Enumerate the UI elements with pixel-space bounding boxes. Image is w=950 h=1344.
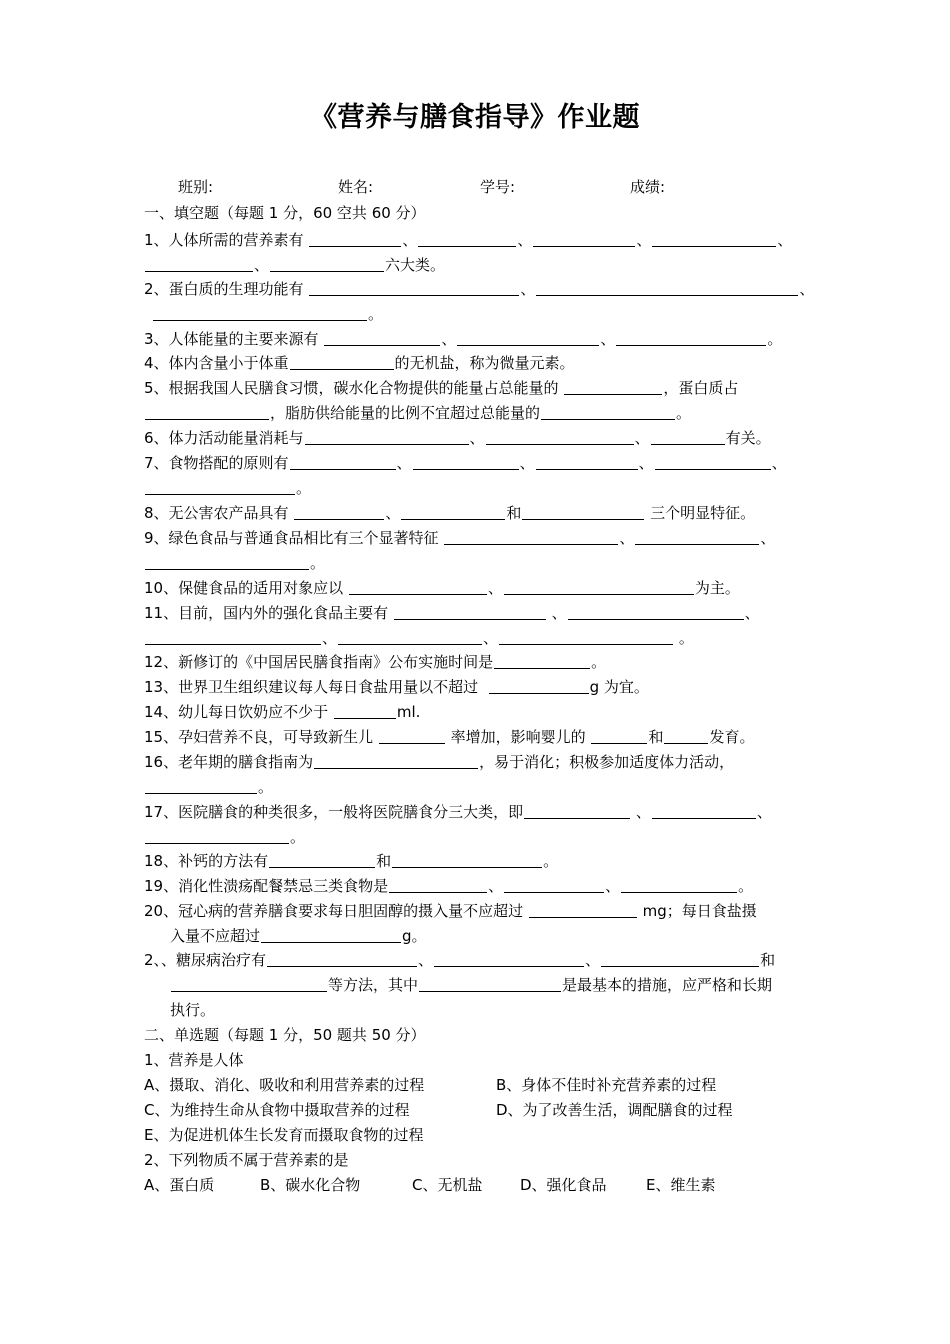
blank[interactable] — [591, 728, 647, 744]
mc-q2-option-e[interactable]: E、维生素 — [646, 1176, 716, 1194]
blank[interactable] — [652, 231, 776, 247]
mc-q1-option-d[interactable]: D、为了改善生活，调配膳食的过程 — [496, 1101, 733, 1119]
blank[interactable] — [413, 454, 519, 470]
question-9-line2: 。 — [144, 553, 325, 573]
blank[interactable] — [489, 678, 589, 694]
blank[interactable] — [145, 554, 309, 570]
student-id-label: 学号: — [480, 178, 516, 196]
blank[interactable] — [309, 280, 519, 296]
blank[interactable] — [504, 877, 604, 893]
question-21-line1: 2、、糖尿病治疗有 、 、 和 — [144, 951, 776, 969]
name-label: 姓名: — [338, 178, 374, 196]
blank[interactable] — [334, 703, 396, 719]
blank[interactable] — [524, 803, 630, 819]
blank[interactable] — [338, 629, 482, 645]
question-20-line1: 20、冠心病的营养膳食要求每日胆固醇的摄入量不应超过 mg；每日食盐摄 — [144, 902, 757, 920]
question-19: 19、消化性溃疡配餐禁忌三类食物是 、 、 。 — [144, 877, 754, 895]
mc-q1-option-b[interactable]: B、身体不佳时补充营养素的过程 — [496, 1076, 717, 1094]
question-21-line2: 等方法，其中 是最基本的措施，应严格和长期 — [170, 975, 772, 995]
question-10: 10、保健食品的适用对象应以 、 为主。 — [144, 579, 740, 597]
blank[interactable] — [145, 828, 289, 844]
question-14: 14、幼儿每日饮奶应不少于 ml. — [144, 703, 421, 721]
section1-heading: 一、填空题（每题 1 分，60 空共 60 分） — [144, 204, 426, 222]
blank[interactable] — [536, 280, 798, 296]
mc-q2-option-a[interactable]: A、蛋白质 — [144, 1176, 215, 1194]
blank[interactable] — [145, 629, 321, 645]
section2-heading: 二、单选题（每题 1 分，50 题共 50 分） — [144, 1026, 426, 1044]
question-16-line2: 。 — [144, 777, 273, 797]
question-11-line1: 11、目前，国内外的强化食品主要有 、 、 — [144, 604, 760, 622]
mc-q2-option-c[interactable]: C、无机盐 — [412, 1176, 483, 1194]
blank[interactable] — [601, 951, 759, 967]
blank[interactable] — [389, 877, 487, 893]
blank[interactable] — [434, 951, 584, 967]
blank[interactable] — [457, 330, 599, 346]
blank[interactable] — [499, 629, 673, 645]
question-3: 3、人体能量的主要来源有 、 、 。 — [144, 330, 783, 348]
blank[interactable] — [290, 454, 396, 470]
question-20-line2: 入量不应超过 g。 — [170, 927, 427, 945]
blank[interactable] — [568, 604, 744, 620]
blank[interactable] — [145, 479, 295, 495]
page-title: 《营养与膳食指导》作业题 — [310, 102, 640, 133]
blank[interactable] — [418, 231, 516, 247]
blank[interactable] — [616, 330, 766, 346]
blank[interactable] — [529, 902, 637, 918]
question-15: 15、孕妇营养不良，可导致新生儿 率增加，影响婴儿的 和 发育。 — [144, 728, 755, 746]
blank[interactable] — [664, 728, 708, 744]
blank[interactable] — [267, 951, 417, 967]
question-4: 4、体内含量小于体重 的无机盐，称为微量元素。 — [144, 354, 575, 372]
blank[interactable] — [379, 728, 445, 744]
score-label: 成绩: — [630, 178, 666, 196]
blank[interactable] — [261, 927, 401, 943]
question-7-line2: 。 — [144, 478, 311, 498]
blank[interactable] — [522, 504, 644, 520]
blank[interactable] — [504, 579, 694, 595]
question-8: 8、无公害农产品具有 、 和 三个明显特征。 — [144, 504, 756, 522]
blank[interactable] — [290, 354, 394, 370]
blank[interactable] — [294, 504, 384, 520]
blank[interactable] — [314, 753, 478, 769]
blank[interactable] — [392, 852, 542, 868]
question-12: 12、新修订的《中国居民膳食指南》公布实施时间是 。 — [144, 653, 607, 671]
question-18: 18、补钙的方法有 和 。 — [144, 852, 559, 870]
blank[interactable] — [444, 529, 618, 545]
blank[interactable] — [494, 653, 590, 669]
question-13: 13、世界卫生组织建议每人每日食盐用量以不超过 g 为宜。 — [144, 678, 649, 696]
blank[interactable] — [145, 778, 257, 794]
question-5-line1: 5、根据我国人民膳食习惯，碳水化合物提供的能量占总能量的 ，蛋白质占 — [144, 379, 739, 397]
blank[interactable] — [309, 231, 401, 247]
blank[interactable] — [533, 231, 635, 247]
blank[interactable] — [621, 877, 737, 893]
blank[interactable] — [324, 330, 440, 346]
blank[interactable] — [349, 579, 487, 595]
question-16-line1: 16、老年期的膳食指南为 ，易于消化；积极参加适度体力活动， — [144, 753, 735, 771]
question-1-line1: 1、人体所需的营养素有 、 、 、 、 — [144, 231, 793, 249]
blank[interactable] — [145, 404, 269, 420]
question-9-line1: 9、绿色食品与普通食品相比有三个显著特征 、 、 — [144, 529, 776, 547]
question-17-line1: 17、医院膳食的种类很多，一般将医院膳食分三大类，即 、 、 — [144, 803, 772, 821]
mc-question-1: 1、营养是人体 — [144, 1051, 244, 1069]
question-21-line3: 执行。 — [170, 1001, 216, 1019]
question-7-line1: 7、食物搭配的原则有 、 、 、 、 — [144, 454, 787, 472]
question-6: 6、体力活动能量消耗与 、 、 有关。 — [144, 429, 771, 447]
class-label: 班别: — [178, 178, 214, 196]
question-2-line2: 。 — [152, 304, 383, 324]
mc-question-2: 2、下列物质不属于营养素的是 — [144, 1151, 349, 1169]
question-2-line1: 2、蛋白质的生理功能有 、 、 — [144, 280, 815, 298]
blank[interactable] — [635, 529, 759, 545]
question-11-line2: 、 、 。 — [144, 628, 694, 648]
question-17-line2: 。 — [144, 827, 305, 847]
blank[interactable] — [269, 852, 375, 868]
mc-q1-option-a[interactable]: A、摄取、消化、吸收和利用营养素的过程 — [144, 1076, 425, 1094]
question-5-line2: ，脂肪供给能量的比例不宜超过总能量的 。 — [144, 403, 691, 423]
mc-q2-option-d[interactable]: D、强化食品 — [520, 1176, 607, 1194]
blank[interactable] — [171, 976, 327, 992]
mc-q2-option-b[interactable]: B、碳水化合物 — [260, 1176, 361, 1194]
blank[interactable] — [153, 305, 367, 321]
mc-q1-option-c[interactable]: C、为维持生命从食物中摄取营养的过程 — [144, 1101, 410, 1119]
mc-q1-option-e[interactable]: E、为促进机体生长发育而摄取食物的过程 — [144, 1126, 424, 1144]
blank[interactable] — [652, 803, 756, 819]
question-1-line2: 、 六大类。 — [144, 255, 445, 275]
blank[interactable] — [564, 379, 662, 395]
blank[interactable] — [270, 256, 384, 272]
blank[interactable] — [394, 604, 546, 620]
blank[interactable] — [651, 429, 725, 445]
blank[interactable] — [419, 976, 561, 992]
blank[interactable] — [536, 454, 638, 470]
blank[interactable] — [541, 404, 675, 420]
blank[interactable] — [401, 504, 505, 520]
blank[interactable] — [486, 429, 634, 445]
blank[interactable] — [305, 429, 469, 445]
blank[interactable] — [145, 256, 253, 272]
blank[interactable] — [655, 454, 771, 470]
